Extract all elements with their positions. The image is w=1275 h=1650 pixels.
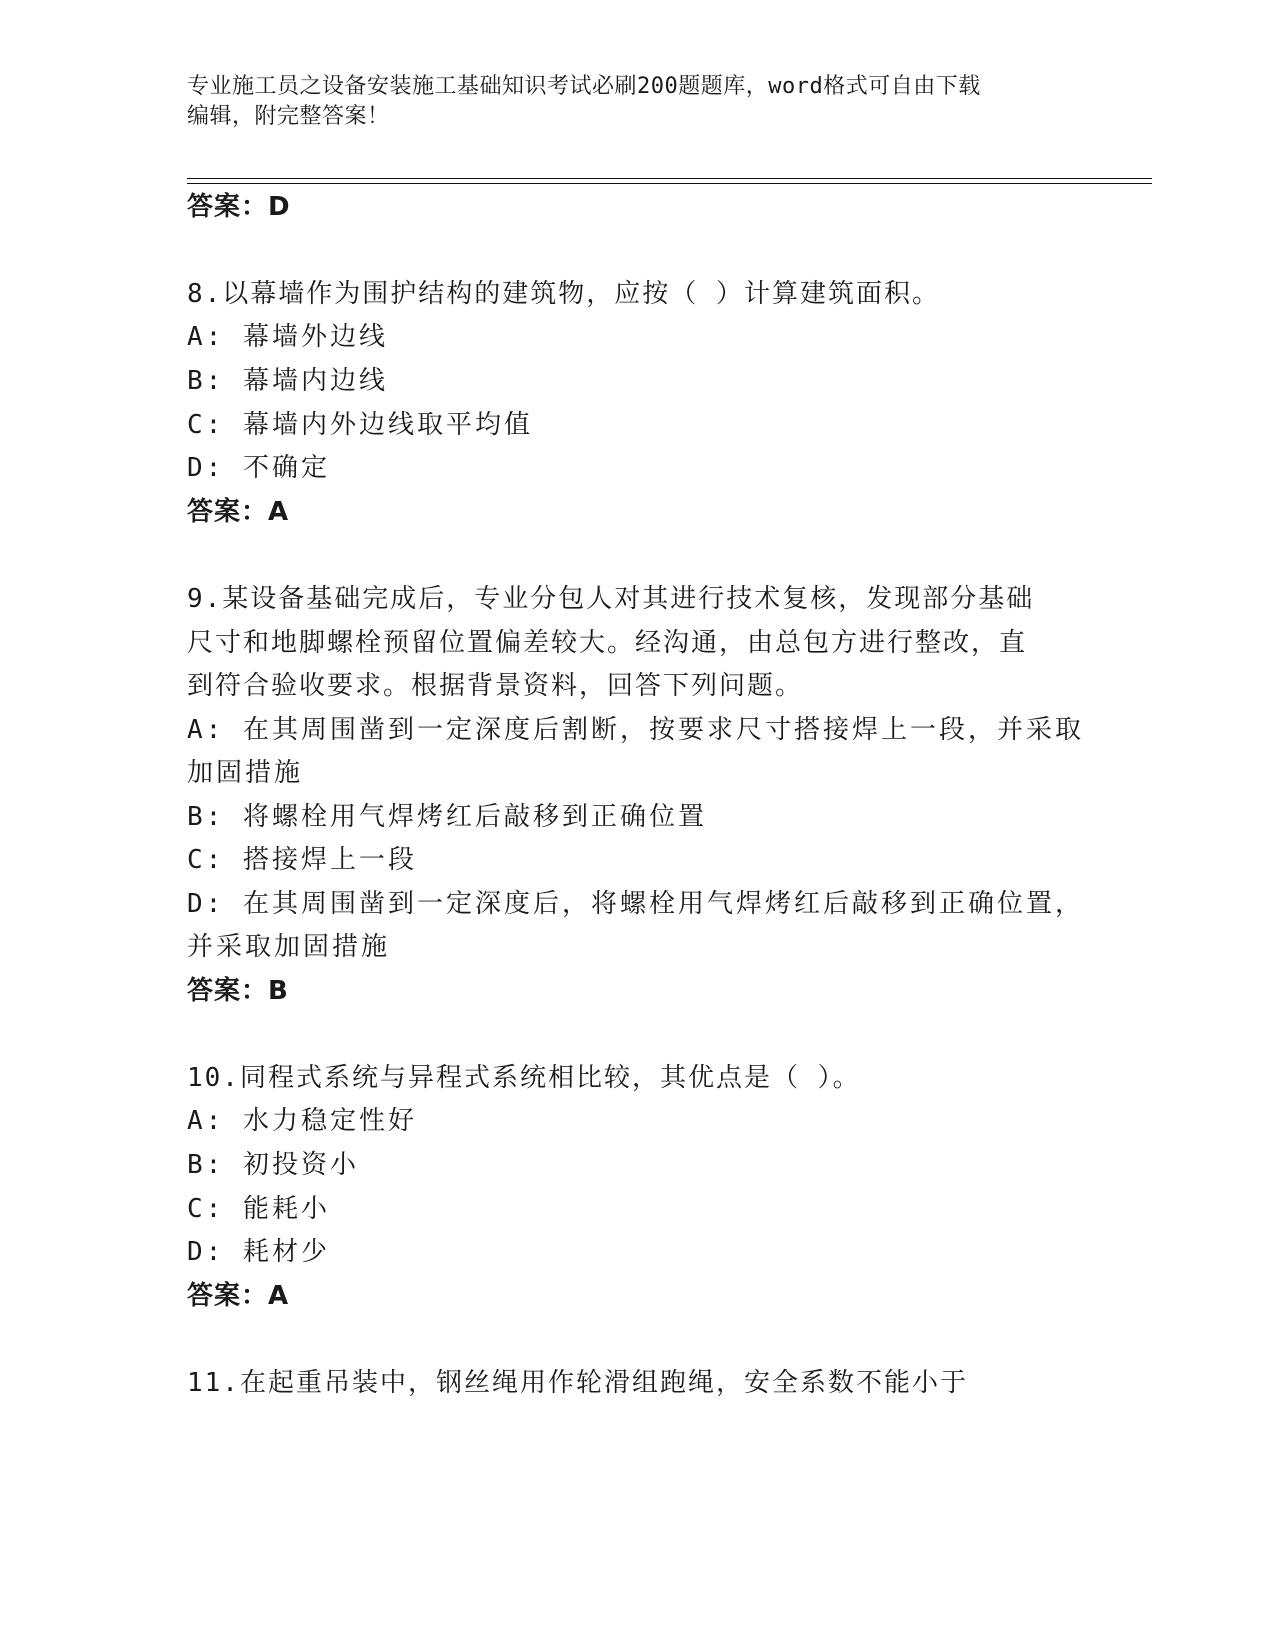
question-10-stem: 10.同程式系统与异程式系统相比较，其优点是（ ）。	[187, 1063, 861, 1093]
question-9-option-a-line-2: 加固措施	[187, 758, 304, 788]
question-9-option-a-line-1: A: 在其周围凿到一定深度后割断，按要求尺寸搭接焊上一段，并采取	[187, 715, 1084, 745]
question-9-option-c: C: 搭接焊上一段	[187, 845, 417, 875]
answer-q8: 答案：A	[187, 497, 290, 527]
question-9-option-d-line-2: 并采取加固措施	[187, 932, 391, 962]
question-8-option-b: B: 幕墙内边线	[187, 366, 388, 396]
question-9-option-b: B: 将螺栓用气焊烤红后敲移到正确位置	[187, 802, 707, 832]
question-9-stem-line-3: 到符合验收要求。根据背景资料，回答下列问题。	[187, 671, 804, 701]
question-9-option-d-line-1: D: 在其周围凿到一定深度后，将螺栓用气焊烤红后敲移到正确位置，	[187, 889, 1084, 919]
answer-q10: 答案：A	[187, 1281, 290, 1311]
question-8-option-a: A: 幕墙外边线	[187, 322, 388, 352]
question-8-stem: 8.以幕墙作为围护结构的建筑物，应按（ ）计算建筑面积。	[187, 279, 940, 309]
answer-q9: 答案：B	[187, 976, 289, 1006]
question-10-option-c: C: 能耗小	[187, 1194, 330, 1224]
header-line-1: 专业施工员之设备安装施工基础知识考试必刷200题题库，word格式可自由下载	[187, 74, 981, 99]
question-8-option-c: C: 幕墙内外边线取平均值	[187, 410, 533, 440]
document-header	[187, 72, 1067, 132]
header-divider-top	[187, 178, 1152, 179]
question-9-stem-line-2: 尺寸和地脚螺栓预留位置偏差较大。经沟通，由总包方进行整改，直	[187, 628, 1028, 658]
question-10-option-b: B: 初投资小	[187, 1150, 359, 1180]
question-11-stem: 11.在起重吊装中，钢丝绳用作轮滑组跑绳，安全系数不能小于	[187, 1368, 968, 1398]
question-8-option-d: D: 不确定	[187, 453, 330, 483]
question-10-option-d: D: 耗材少	[187, 1237, 330, 1267]
question-10-option-a: A: 水力稳定性好	[187, 1106, 417, 1136]
header-line-2: 编辑，附完整答案！	[187, 104, 390, 129]
answer-q7: 答案：D	[187, 192, 291, 222]
question-9-stem-line-1: 9.某设备基础完成后，专业分包人对其进行技术复核，发现部分基础	[187, 584, 1035, 614]
header-divider-bottom	[187, 183, 1152, 184]
